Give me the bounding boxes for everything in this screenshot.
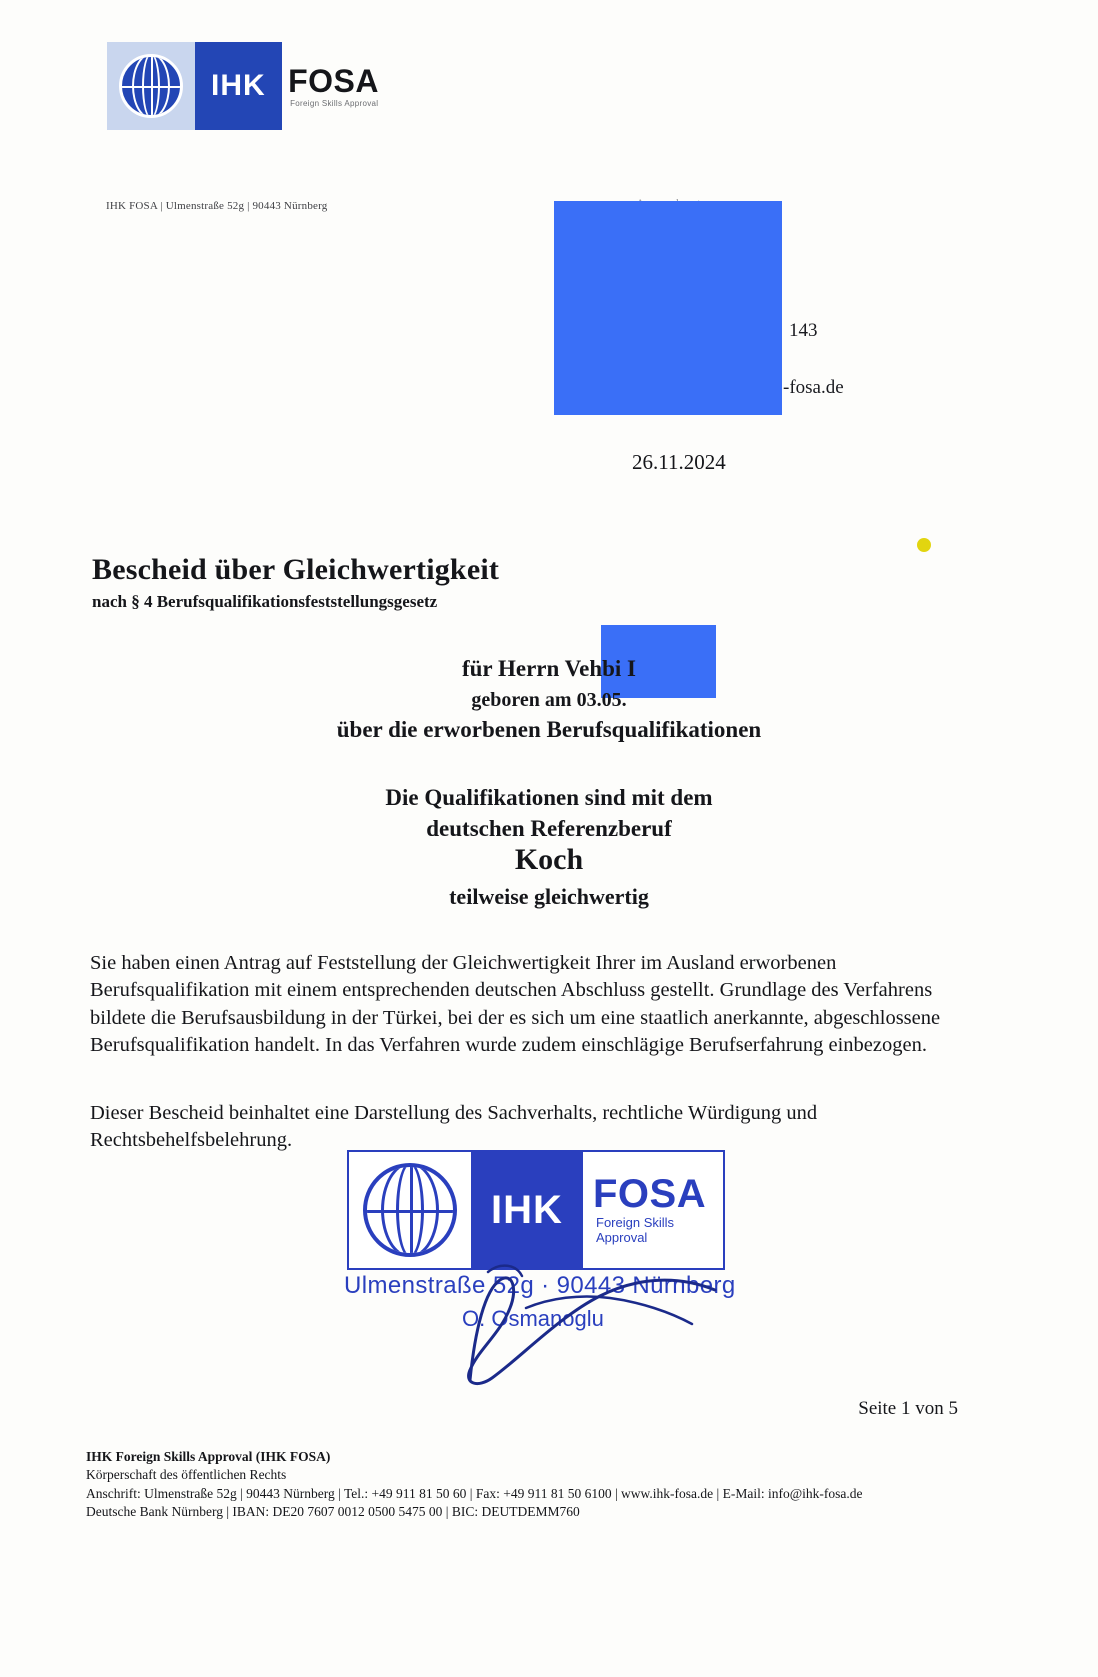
redaction-block-address (554, 201, 782, 415)
stamp-globe-cell (349, 1152, 471, 1268)
birth-date-line: geboren am 03.05. (471, 689, 627, 711)
stamp-fosa-text: FOSA (593, 1172, 707, 1216)
body-paragraph-1: Sie haben einen Antrag auf Feststellung der Gleichwertigkeit Ihrer im Ausland erworbenen Berufsqualifikation mit einem entsprechenden deutschen Abschluss gestellt. Grundlage des Verfahrens bildete die Berufsausbildung in der Türkei, bei der es sich um eine staatlich anerkannte, abgeschlossene Berufsqualifikation handelt. In das Verfahren wurde zudem einschlägige Berufserfahrung einbezogen. (90, 952, 941, 1056)
ihk-fosa-logo (107, 42, 379, 130)
logo-ihk-text: IHK (210, 69, 266, 102)
equivalence-degree: teilweise gleichwertig (449, 884, 649, 909)
stamp-fosa-cell (583, 1152, 723, 1268)
qualification-line: über die erworbenen Berufsqualifikationen (336, 717, 762, 742)
logo-globe-cell (107, 42, 195, 130)
footer-line-1: IHK Foreign Skills Approval (IHK FOSA) (86, 1449, 331, 1464)
page-subtitle: nach § 4 Berufsqualifikationsfeststellungsgesetz (92, 592, 438, 611)
stamp-tagline: Foreign Skills Approval (596, 1215, 675, 1245)
stamp-signer-name: O. Osmanoglu (462, 1306, 604, 1331)
logo-fosa-text: FOSA (288, 62, 379, 99)
equivalence-line-1: Die Qualifikationen sind mit dem (385, 785, 713, 810)
stamp-frame (347, 1150, 725, 1270)
yellow-dot-mark (917, 538, 931, 552)
stamp-address: Ulmenstraße 52g · 90443 Nürnberg (344, 1272, 736, 1299)
equivalence-line-2: deutschen Referenzberuf (426, 816, 672, 841)
stamp-globe-icon (363, 1163, 457, 1257)
logo-fosa-cell (282, 42, 379, 130)
page-title: Bescheid über Gleichwertigkeit (92, 553, 500, 586)
logo-tagline: Foreign Skills Approval (290, 98, 379, 108)
body-paragraph-2: Dieser Bescheid beinhaltet eine Darstellung des Sachverhalts, rechtliche Würdigung und Rechtsbehelfsbelehrung. (90, 1102, 818, 1152)
footer-line-2: Körperschaft des öffentlichen Rechts (86, 1467, 287, 1483)
contact-phone-fragment: 143 (789, 320, 818, 341)
stamp-ihk-cell (471, 1152, 583, 1268)
official-stamp (347, 1150, 725, 1270)
globe-icon (119, 54, 183, 118)
stamp-ihk-text: IHK (491, 1187, 563, 1232)
logo-ihk-cell (195, 42, 283, 130)
contact-email-fragment: -fosa.de (783, 377, 844, 398)
footer-block (86, 1448, 986, 1521)
footer-line-4: Deutsche Bank Nürnberg | IBAN: DE20 7607 0012 0500 5475 00 | BIC: DEUTDEMM760 (86, 1504, 580, 1520)
sender-address-line: IHK FOSA | Ulmenstraße 52g | 90443 Nürnberg (106, 200, 328, 212)
recipient-line: für Herrn Vehbi I (461, 656, 637, 681)
footer-line-3: Anschrift: Ulmenstraße 52g | 90443 Nürnberg | Tel.: +49 911 81 50 60 | Fax: +49 911 81 50 6100 | www.ihk-fosa.de | E-Mail: info@ihk-fosa.de (86, 1485, 863, 1501)
reference-profession: Koch (514, 843, 584, 876)
letter-date: 26.11.2024 (632, 450, 726, 474)
page-number: Seite 1 von 5 (858, 1398, 958, 1419)
